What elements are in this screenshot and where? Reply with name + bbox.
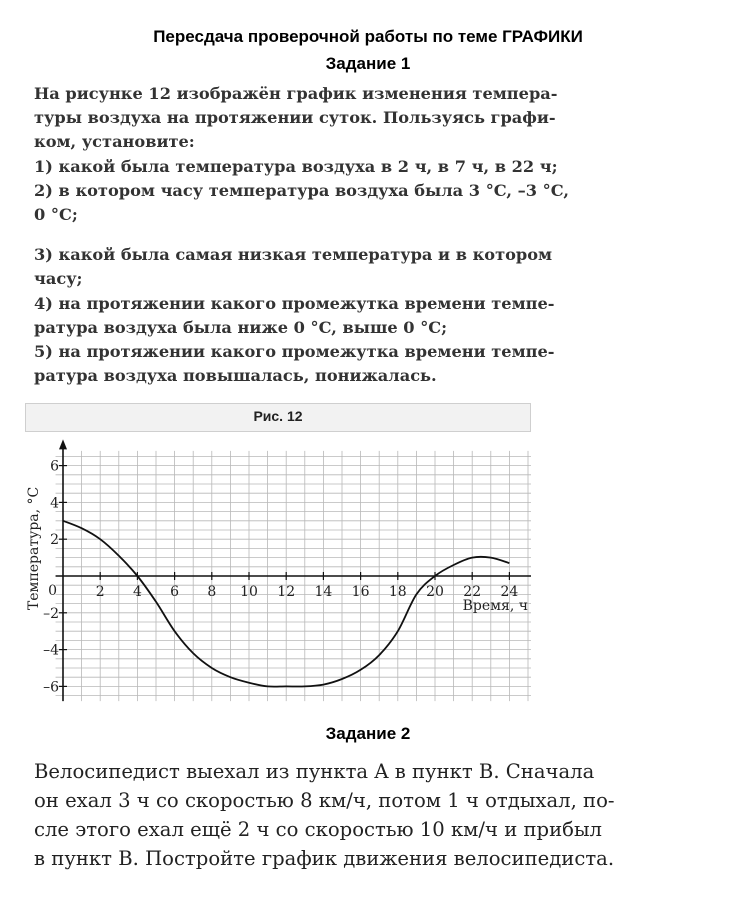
task1-line: 5) на протяжении какого промежутка времени темпе- [34,342,555,362]
task1-line: 0 °C; [34,205,78,225]
y-tick-label: 6 [50,458,59,475]
x-tick-label: 10 [240,584,258,600]
temperature-chart [25,431,531,705]
task1-text [34,82,594,388]
x-tick-label: 6 [170,584,180,600]
task1-line: 4) на протяжении какого промежутка времени темпе- [34,293,555,313]
x-tick-label: 4 [132,584,142,600]
task2-line: он ехал 3 ч со скоростью 8 км/ч, потом 1 ч отдыхал, по- [34,789,615,812]
x-tick-label: 24 [500,584,519,600]
x-tick-label: 12 [277,584,296,600]
task1-line: На рисунке 12 изображён график изменения темпера- [34,84,558,103]
task2-line: сле этого ехал ещё 2 ч со скоростью 10 км/ч и прибыл [34,818,602,841]
task1-line: 1) какой была температура воздуха в 2 ч, в 7 ч, в 22 ч; [34,156,558,176]
origin-label: 0 [48,583,57,599]
x-tick-label: 8 [207,584,217,600]
y-axis-label: Температура, °C [26,486,42,611]
x-tick-label: 14 [314,584,333,600]
chart-ticks [43,459,518,696]
task1-line: 2) в котором часу температура воздуха была 3 °C, –3 °C, [34,180,569,200]
page-title: Пересдача проверочной работы по теме ГРАФИКИ [153,27,583,46]
task1-line: 3) какой была самая низкая температура и в котором [34,245,553,265]
y-axis-arrow [59,439,67,449]
x-tick-label: 2 [95,584,105,600]
y-tick-label: –2 [43,605,59,622]
task1-line: ратура воздуха повышалась, понижалась. [34,366,437,386]
y-tick-label: –4 [43,642,59,659]
task1-line: ратура воздуха была ниже 0 °C, выше 0 °C; [34,317,448,337]
task1-line: ком, установите: [34,132,195,152]
y-tick-label: –6 [43,679,59,696]
y-tick-label: 2 [50,532,59,549]
task1-heading: Задание 1 [325,54,411,73]
paragraph-gap [34,227,594,243]
task1-line: часу; [34,269,83,289]
task1-line: туры воздуха на протяжении суток. Пользуясь графи- [34,108,556,128]
x-axis-label: Время, ч [462,598,528,614]
chart-axes [56,439,531,701]
task2-line: Велосипедист выехал из пункта A в пункт B. Сначала [34,760,595,783]
x-tick-label: 18 [388,584,407,600]
x-tick-label: 16 [351,584,370,600]
task2-text [34,757,714,873]
y-tick-label: 4 [50,495,59,512]
task2-heading: Задание 2 [325,724,411,743]
temperature-figure [25,403,531,705]
figure-caption: Рис. 12 [253,408,303,424]
x-tick-label: 22 [463,584,482,600]
task2-line: в пункт B. Постройте график движения велосипедиста. [34,847,615,870]
x-tick-label: 20 [426,584,444,600]
